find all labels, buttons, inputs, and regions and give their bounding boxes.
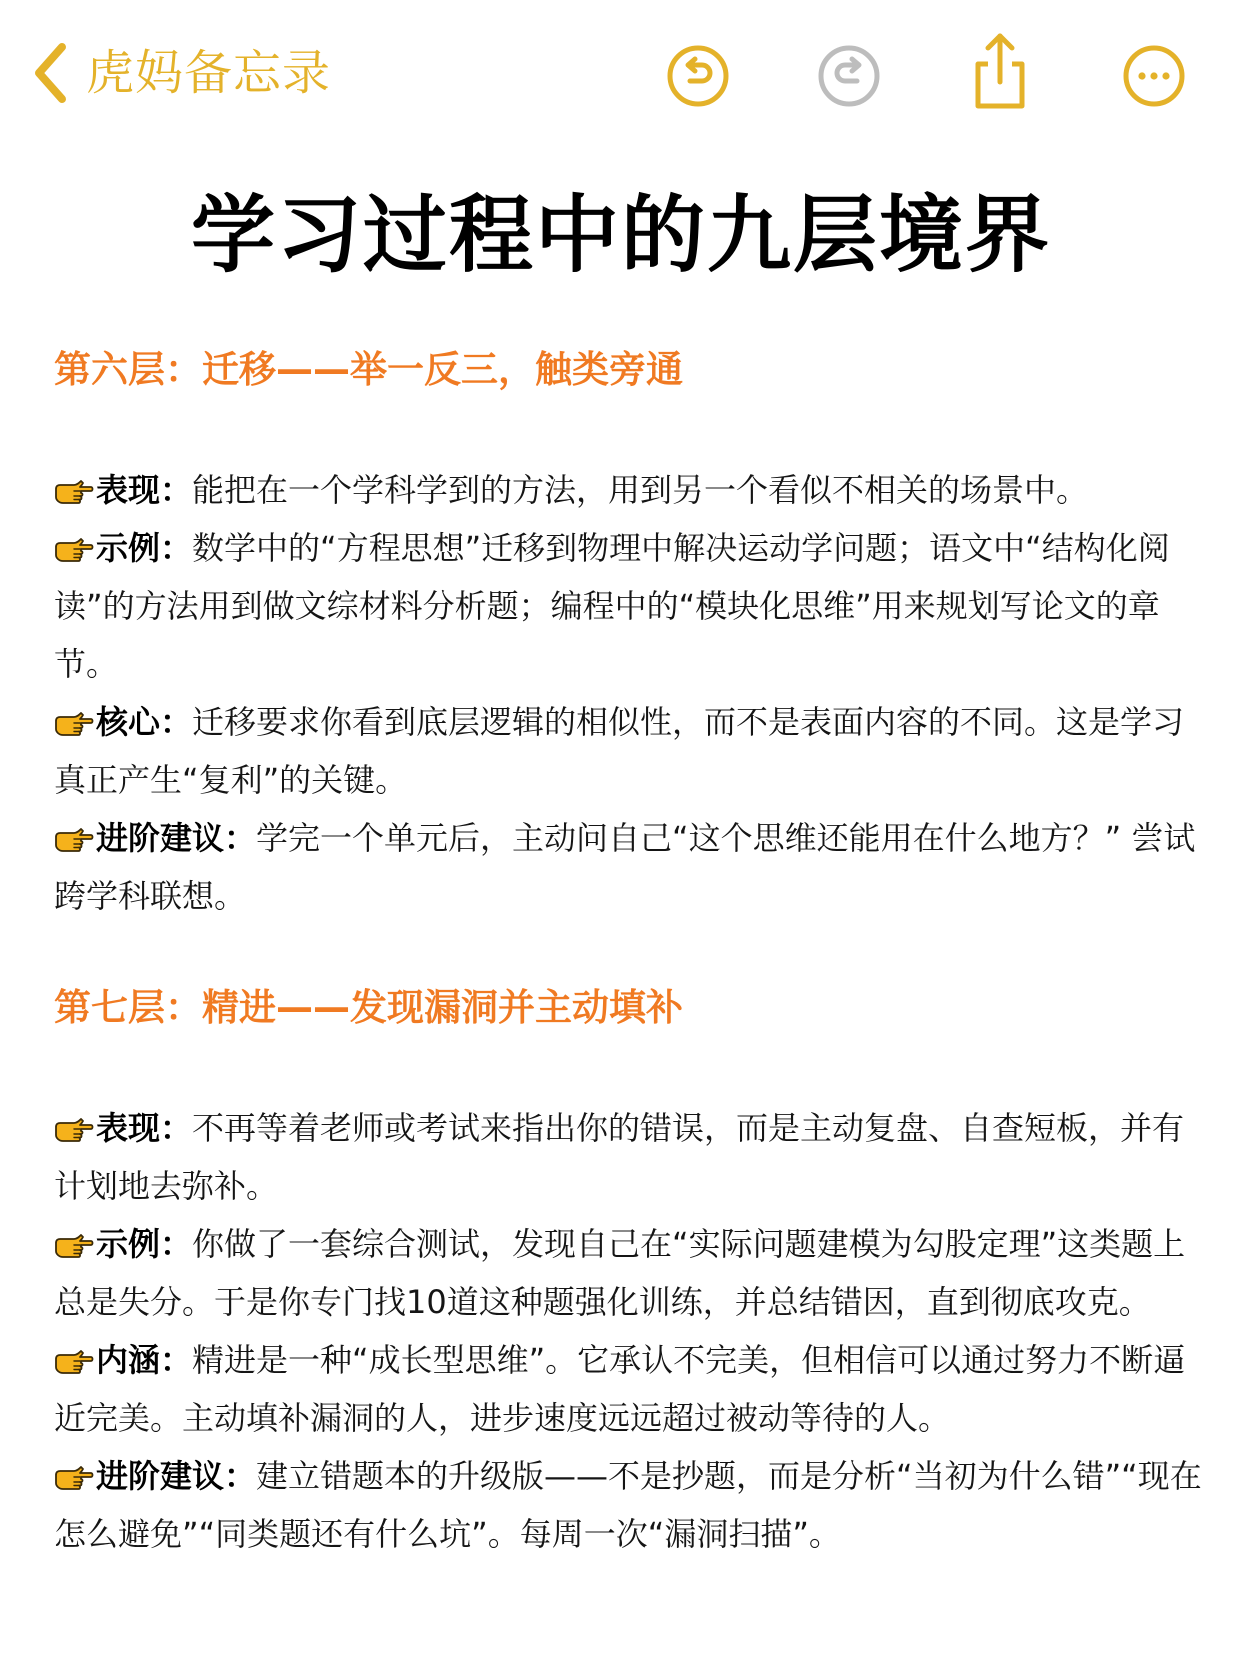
- pointing-hand-icon: [54, 709, 94, 739]
- section-heading: 第七层：精进——发现漏洞并主动填补: [54, 986, 683, 1029]
- item-label: 表现：: [96, 471, 193, 509]
- list-item: [54, 461, 1204, 519]
- item-label: 示例：: [96, 1225, 193, 1263]
- pointing-hand-icon: [54, 535, 94, 565]
- item-label: 进阶建议：: [96, 1457, 257, 1495]
- navigation-bar: [0, 0, 1242, 150]
- note-content[interactable]: [54, 345, 1204, 1563]
- section-level-7: [54, 983, 1204, 1563]
- undo-icon: [666, 44, 730, 108]
- item-text: 精进是一种“成长型思维”。它承认不完美，但相信可以通过努力不断逼近完美。主动填补漏洞的人，进步速度远远超过被动等待的人。: [54, 1341, 1186, 1437]
- list-item: [54, 519, 1204, 693]
- share-button[interactable]: [968, 30, 1032, 110]
- item-label: 示例：: [96, 529, 193, 567]
- redo-icon: [817, 44, 881, 108]
- more-button[interactable]: [1122, 44, 1186, 108]
- item-text: 学完一个单元后，主动问自己“这个思维还能用在什么地方？” 尝试跨学科联想。: [54, 819, 1196, 915]
- pointing-hand-icon: [54, 825, 94, 855]
- pointing-hand-icon: [54, 1463, 94, 1493]
- back-button[interactable]: [30, 38, 331, 108]
- section-level-6: [54, 345, 1204, 925]
- item-text: 建立错题本的升级版——不是抄题，而是分析“当初为什么错”“现在怎么避免”“同类题还有什么坑”。每周一次“漏洞扫描”。: [54, 1457, 1202, 1553]
- list-item: [54, 1099, 1204, 1215]
- item-label: 表现：: [96, 1109, 193, 1147]
- item-label: 进阶建议：: [96, 819, 257, 857]
- undo-button[interactable]: [666, 44, 730, 108]
- section-heading: 第六层：迁移——举一反三，触类旁通: [54, 348, 683, 391]
- list-item: [54, 1447, 1204, 1563]
- pointing-hand-icon: [54, 1347, 94, 1377]
- back-label: 虎妈备忘录: [86, 45, 332, 101]
- pointing-hand-icon: [54, 1231, 94, 1261]
- item-text: 能把在一个学科学到的方法，用到另一个看似不相关的场景中。: [192, 471, 1089, 509]
- list-item: [54, 809, 1204, 925]
- pointing-hand-icon: [54, 477, 94, 507]
- page-title: 学习过程中的九层境界: [190, 186, 1051, 284]
- list-item: [54, 1331, 1204, 1447]
- item-label: 内涵：: [96, 1341, 193, 1379]
- more-icon: [1122, 44, 1186, 108]
- share-icon: [968, 30, 1032, 110]
- item-text: 数学中的“方程思想”迁移到物理中解决运动学问题；语文中“结构化阅读”的方法用到做文综材料分析题；编程中的“模块化思维”用来规划写论文的章节。: [54, 529, 1170, 683]
- list-item: [54, 693, 1204, 809]
- item-text: 迁移要求你看到底层逻辑的相似性，而不是表面内容的不同。这是学习真正产生“复利”的关键。: [54, 703, 1185, 799]
- item-label: 核心：: [96, 703, 193, 741]
- pointing-hand-icon: [54, 1115, 94, 1145]
- chevron-left-icon: [30, 41, 70, 105]
- item-text: 你做了一套综合测试，发现自己在“实际问题建模为勾股定理”这类题上总是失分。于是你专门找10道这种题强化训练，并总结错因，直到彻底攻克。: [54, 1225, 1186, 1321]
- list-item: [54, 1215, 1204, 1331]
- redo-button[interactable]: [817, 44, 881, 108]
- item-text: 不再等着老师或考试来指出你的错误，而是主动复盘、自查短板，并有计划地去弥补。: [54, 1109, 1185, 1205]
